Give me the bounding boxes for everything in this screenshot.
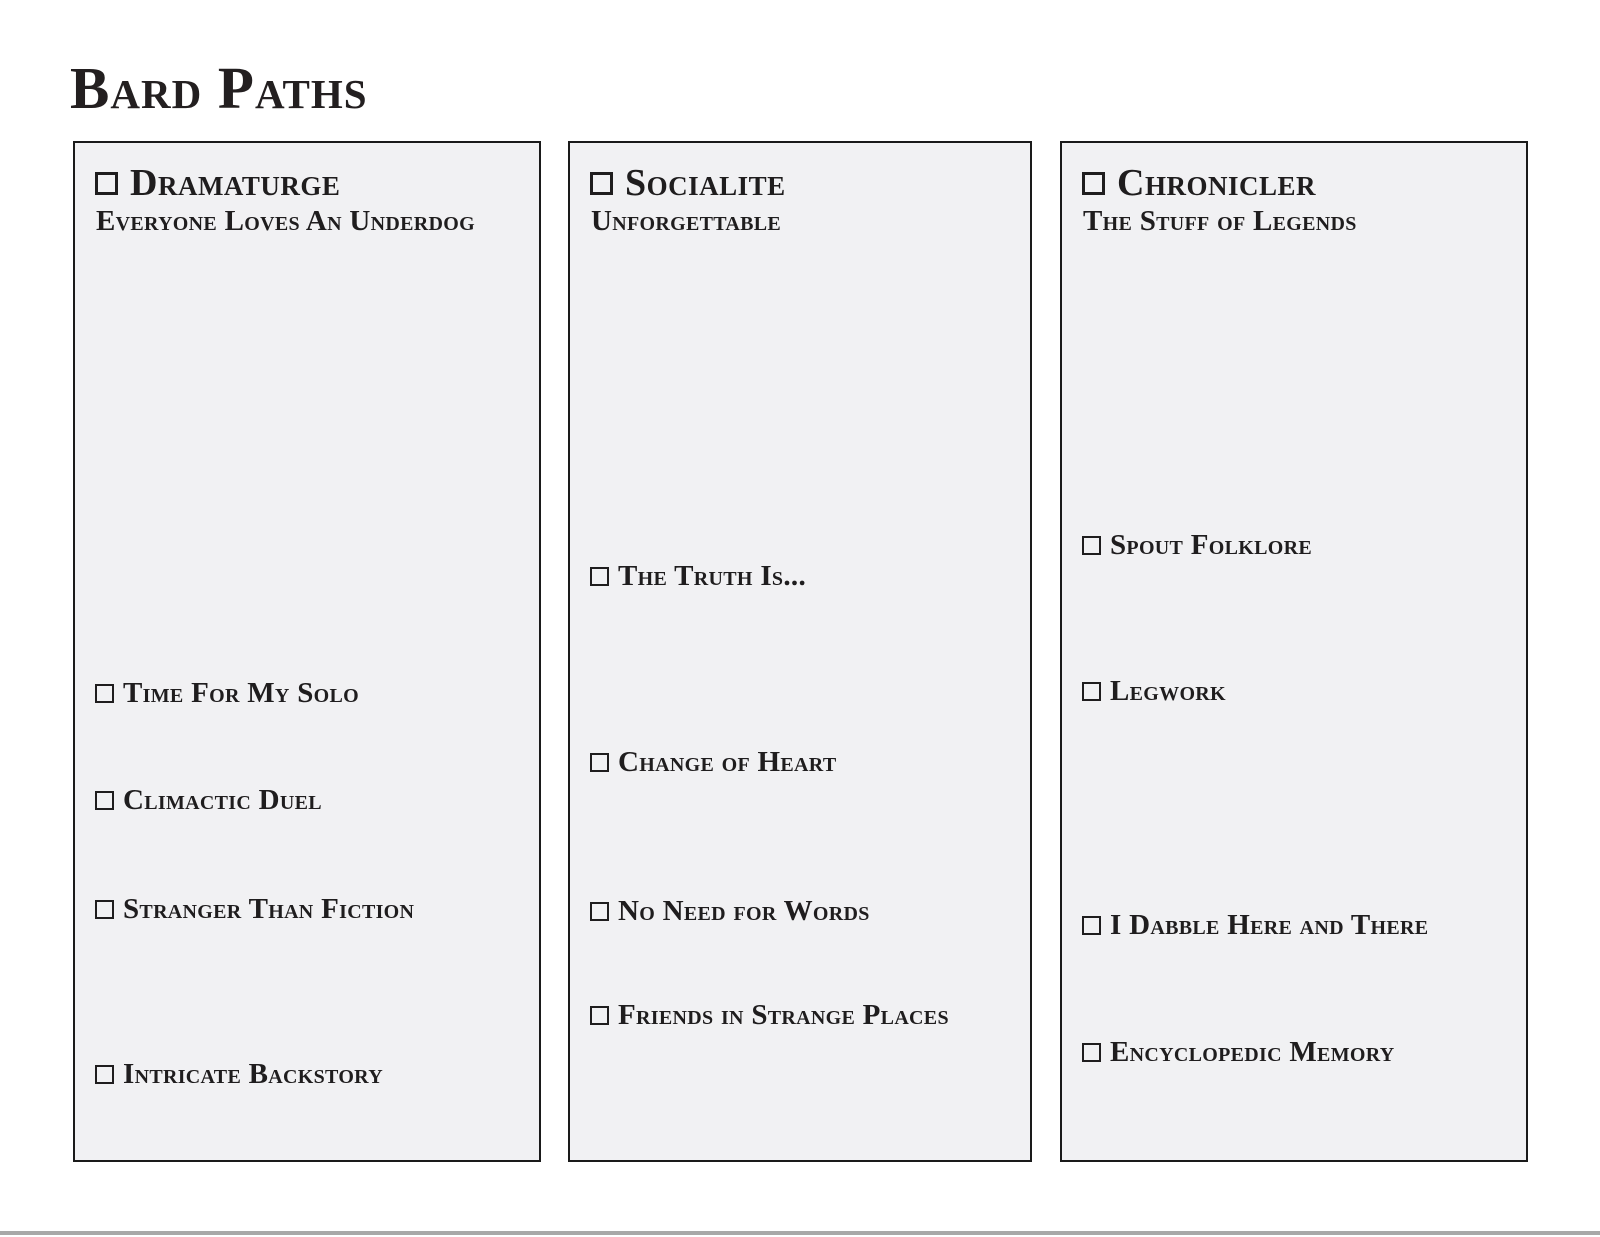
ability-label: Encyclopedic Memory — [1110, 1036, 1395, 1068]
ability-label: Legwork — [1110, 675, 1226, 707]
path-checkbox[interactable] — [95, 172, 118, 195]
path-subtitle: The Stuff of Legends — [1083, 205, 1357, 237]
ability-checkbox[interactable] — [95, 1065, 114, 1084]
ability-row — [1082, 909, 1428, 941]
page-title: Bard Paths — [70, 55, 368, 121]
ability-checkbox[interactable] — [95, 900, 114, 919]
ability-checkbox[interactable] — [1082, 682, 1101, 701]
ability-checkbox[interactable] — [95, 791, 114, 810]
path-header — [95, 163, 340, 203]
ability-label: Intricate Backstory — [123, 1058, 383, 1090]
ability-row — [1082, 675, 1226, 707]
path-checkbox[interactable] — [1082, 172, 1105, 195]
path-panel-dramaturge — [73, 141, 541, 1162]
path-subtitle: Unforgettable — [591, 205, 782, 237]
ability-checkbox[interactable] — [590, 567, 609, 586]
ability-row — [95, 784, 322, 816]
ability-label: I Dabble Here and There — [1110, 909, 1429, 941]
ability-row — [590, 895, 870, 927]
path-title: Chronicler — [1117, 162, 1316, 204]
ability-checkbox[interactable] — [590, 1006, 609, 1025]
ability-row — [1082, 529, 1312, 561]
ability-checkbox[interactable] — [1082, 536, 1101, 555]
ability-row — [590, 999, 949, 1031]
ability-row — [95, 893, 414, 925]
ability-label: Spout Folklore — [1110, 529, 1312, 561]
ability-label: Change of Heart — [618, 746, 837, 778]
path-header — [590, 163, 786, 203]
ability-label: No Need for Words — [618, 895, 870, 927]
path-panel-socialite — [568, 141, 1032, 1162]
ability-row — [95, 1058, 383, 1090]
ability-checkbox[interactable] — [590, 902, 609, 921]
path-title: Socialite — [625, 162, 786, 204]
ability-checkbox[interactable] — [590, 753, 609, 772]
path-panels — [73, 141, 1528, 1162]
path-header — [1082, 163, 1316, 203]
ability-checkbox[interactable] — [95, 684, 114, 703]
ability-row — [95, 677, 359, 709]
path-title: Dramaturge — [130, 162, 341, 204]
ability-checkbox[interactable] — [1082, 916, 1101, 935]
ability-row — [590, 560, 806, 592]
ability-checkbox[interactable] — [1082, 1043, 1101, 1062]
path-subtitle: Everyone Loves An Underdog — [96, 205, 475, 237]
ability-label: Time For My Solo — [123, 677, 360, 709]
ability-row — [590, 746, 836, 778]
path-panel-chronicler — [1060, 141, 1528, 1162]
path-checkbox[interactable] — [590, 172, 613, 195]
footer-divider — [0, 1231, 1600, 1235]
ability-label: The Truth Is... — [618, 560, 806, 592]
ability-label: Friends in Strange Places — [618, 999, 949, 1031]
ability-row — [1082, 1036, 1395, 1068]
ability-label: Climactic Duel — [123, 784, 322, 816]
ability-label: Stranger Than Fiction — [123, 893, 415, 925]
